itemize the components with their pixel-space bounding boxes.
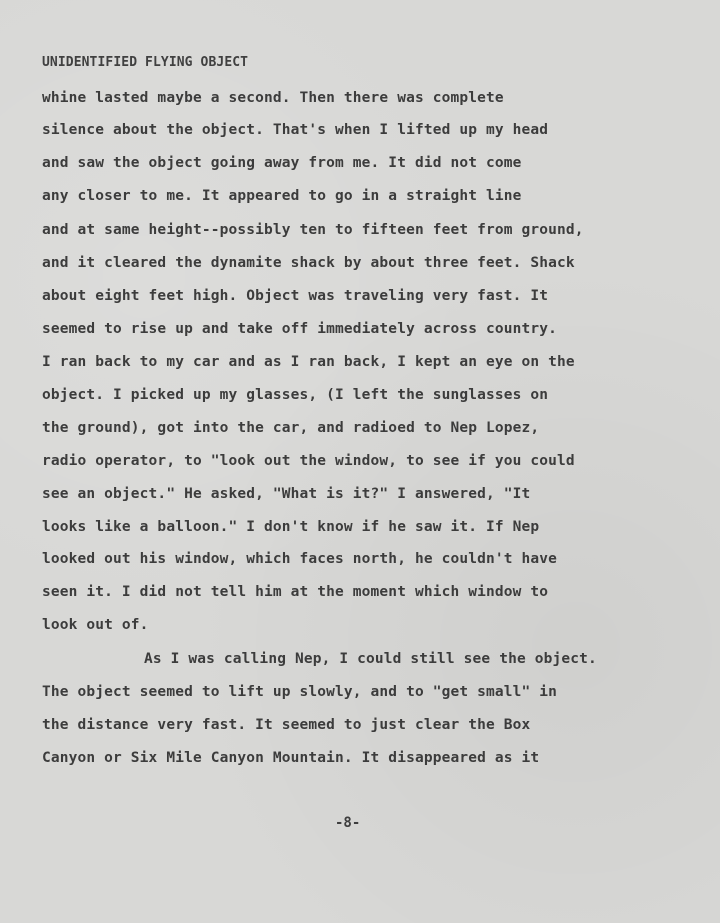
body-line: radio operator, to "look out the window, to see if you could [42, 453, 575, 469]
body-line: whine lasted maybe a second. Then there was complete [42, 90, 504, 106]
body-line: and at same height--possibly ten to fifteen feet from ground, [42, 222, 584, 238]
body-line: any closer to me. It appeared to go in a straight line [42, 188, 522, 204]
body-line: seen it. I did not tell him at the moment which window to [42, 584, 549, 600]
body-line: see an object." He asked, "What is it?" I answered, "It [42, 486, 531, 502]
body-line: object. I picked up my glasses, (I left the sunglasses on [42, 387, 549, 403]
paragraph-first-line: As I was calling Nep, I could still see the object. [144, 651, 597, 667]
document-header: UNIDENTIFIED FLYING OBJECT [42, 55, 249, 70]
body-line: and saw the object going away from me. It did not come [42, 155, 522, 171]
body-line: looked out his window, which faces north, he couldn't have [42, 551, 558, 567]
body-line: Canyon or Six Mile Canyon Mountain. It disappeared as it [42, 750, 540, 766]
body-line: about eight feet high. Object was traveling very fast. It [42, 288, 549, 304]
body-line: the ground), got into the car, and radioed to Nep Lopez, [42, 420, 540, 436]
body-line: seemed to rise up and take off immediately across country. [42, 321, 558, 337]
body-line: The object seemed to lift up slowly, and to "get small" in [42, 684, 558, 700]
page-number: -8- [335, 815, 361, 831]
body-line: looks like a balloon." I don't know if he saw it. If Nep [42, 519, 540, 535]
body-line: I ran back to my car and as I ran back, I kept an eye on the [42, 354, 575, 370]
body-line: silence about the object. That's when I lifted up my head [42, 122, 549, 138]
body-line: look out of. [42, 617, 149, 633]
body-line: and it cleared the dynamite shack by about three feet. Shack [42, 255, 575, 271]
body-line: the distance very fast. It seemed to just clear the Box [42, 717, 531, 733]
